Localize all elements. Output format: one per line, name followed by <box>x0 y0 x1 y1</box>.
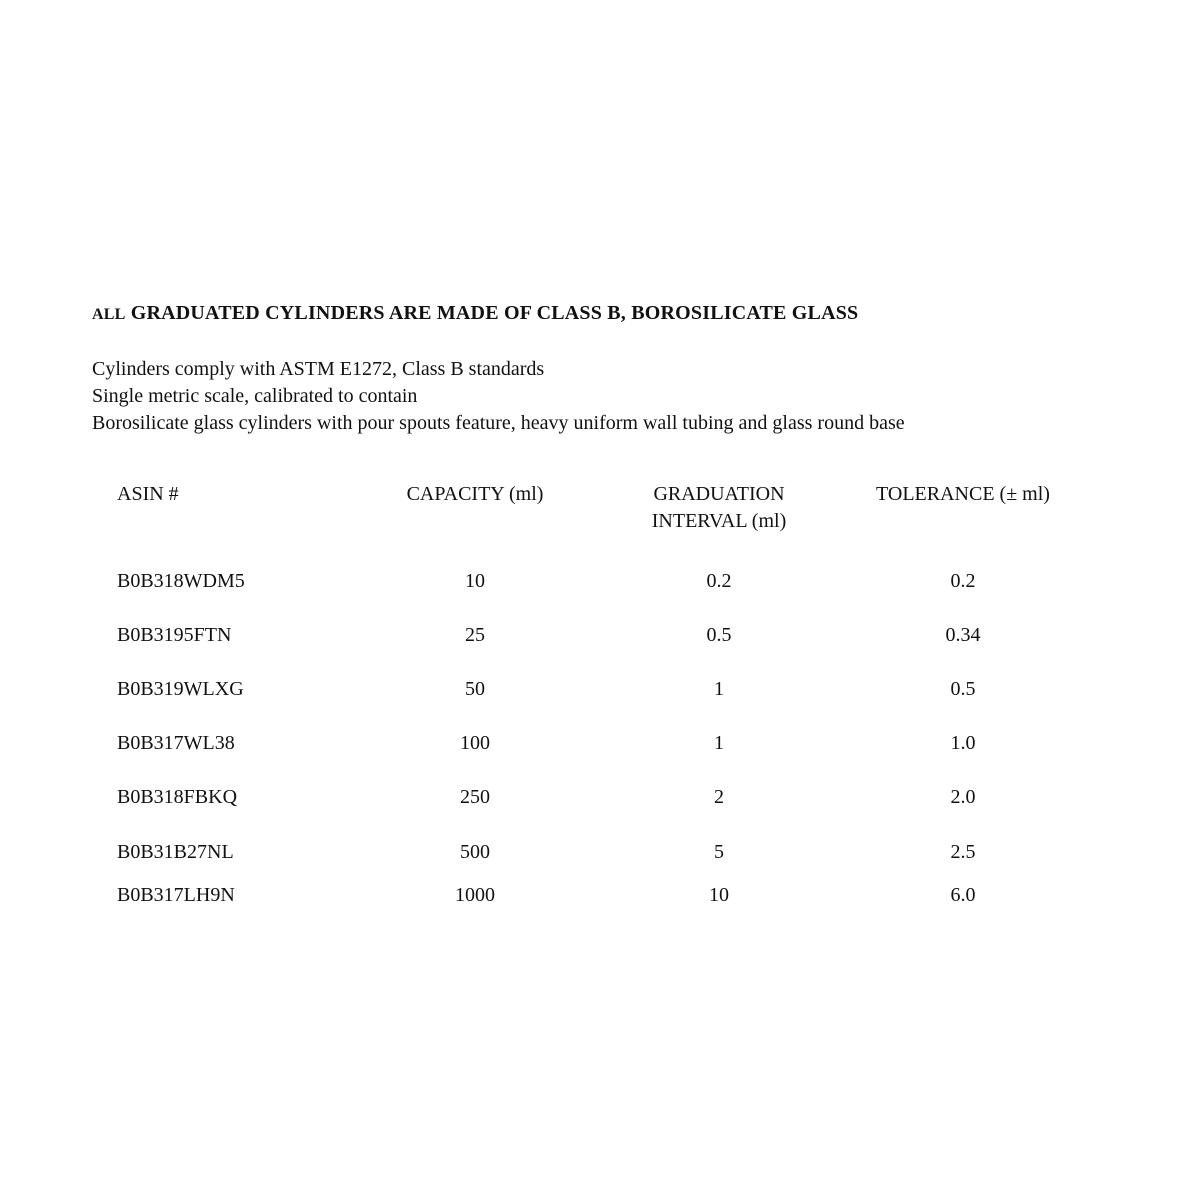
cell-asin: B0B3195FTN <box>117 624 232 646</box>
cell-capacity: 25 <box>465 624 485 646</box>
cell-graduation: 1 <box>714 678 724 700</box>
cell-tolerance: 1.0 <box>950 732 976 754</box>
cell-graduation: 0.2 <box>706 570 732 592</box>
note-line: Borosilicate glass cylinders with pour spouts feature, heavy uniform wall tubing and glass round base <box>92 412 905 434</box>
header-asin: ASIN # <box>117 483 179 505</box>
header-capacity: CAPACITY (ml) <box>406 483 544 505</box>
note-line: Cylinders comply with ASTM E1272, Class B standards <box>92 358 545 380</box>
cell-graduation: 1 <box>714 732 724 754</box>
cell-asin: B0B317LH9N <box>117 884 235 906</box>
header-graduation-line1: GRADUATION <box>653 483 785 505</box>
cell-tolerance: 6.0 <box>950 884 976 906</box>
header-tolerance: TOLERANCE (± ml) <box>876 483 1050 505</box>
cell-capacity: 10 <box>465 570 485 592</box>
cell-graduation: 5 <box>714 841 724 863</box>
cell-asin: B0B319WLXG <box>117 678 244 700</box>
cell-asin: B0B31B27NL <box>117 841 234 863</box>
cell-tolerance: 0.5 <box>950 678 976 700</box>
cell-tolerance: 2.0 <box>950 786 976 808</box>
cell-graduation: 0.5 <box>706 624 732 646</box>
cell-capacity: 250 <box>460 786 490 808</box>
cell-capacity: 100 <box>460 732 490 754</box>
cell-tolerance: 2.5 <box>950 841 976 863</box>
header-graduation <box>609 481 829 535</box>
note-line: Single metric scale, calibrated to contain <box>92 385 418 407</box>
cell-tolerance: 0.2 <box>950 570 976 592</box>
cell-graduation: 2 <box>714 786 724 808</box>
cell-capacity: 50 <box>465 678 485 700</box>
title-text: GRADUATED CYLINDERS ARE MADE OF CLASS B, BOROSILICATE GLASS <box>130 302 859 324</box>
cell-asin: B0B318WDM5 <box>117 570 245 592</box>
cell-asin: B0B318FBKQ <box>117 786 238 808</box>
cell-asin: B0B317WL38 <box>117 732 235 754</box>
header-graduation-line2: INTERVAL (ml) <box>651 510 787 532</box>
cell-capacity: 500 <box>460 841 490 863</box>
cell-graduation: 10 <box>709 884 729 906</box>
cell-tolerance: 0.34 <box>945 624 981 646</box>
cell-capacity: 1000 <box>455 884 495 906</box>
title-prefix: ALL <box>92 306 126 323</box>
